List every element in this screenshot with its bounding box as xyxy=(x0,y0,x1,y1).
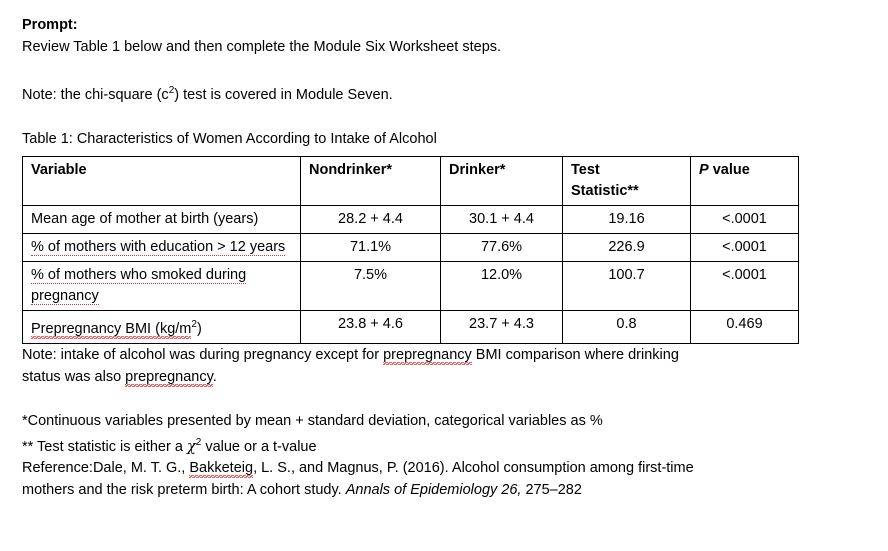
cell-test-statistic: 100.7 xyxy=(563,261,691,310)
footnote-double-star xyxy=(22,432,868,458)
header-p-rest: value xyxy=(708,161,750,178)
spacer-2 xyxy=(22,106,868,128)
cell-drinker: 12.0% xyxy=(441,261,563,310)
spacer-1 xyxy=(22,58,868,80)
table-note-part3: status was also xyxy=(22,368,126,385)
prompt-heading xyxy=(22,14,868,36)
chi-square-note xyxy=(22,80,868,106)
table-note-misspelling-1: prepregnancy xyxy=(383,346,472,363)
cell-variable: Mean age of mother at birth (years) xyxy=(23,205,301,233)
chi-square-note-post: ) test is covered in Module Seven. xyxy=(174,86,393,103)
cell-drinker: 77.6% xyxy=(441,233,563,261)
reference-part1: Dale, M. T. G., xyxy=(92,460,190,477)
reference-journal: Annals of Epidemiology 26, xyxy=(345,482,522,499)
table-row xyxy=(23,233,799,261)
header-test-statistic xyxy=(563,156,691,205)
footnote-double-star-pre: ** Test statistic is either a xyxy=(22,438,187,455)
table-caption: Table 1: Characteristics of Women According to Intake of Alcohol xyxy=(22,130,437,147)
footnote-single-star: *Continuous variables presented by mean + standard deviation, categorical variables as % xyxy=(22,412,603,429)
cell-nondrinker: 7.5% xyxy=(301,261,441,310)
cell-nondrinker: 23.8 + 4.6 xyxy=(301,310,441,343)
header-drinker: Drinker* xyxy=(441,156,563,205)
cell-p-value: <.0001 xyxy=(691,205,799,233)
table-note xyxy=(22,344,806,388)
cell-variable xyxy=(23,233,301,261)
cell-variable-post: ) xyxy=(196,320,202,337)
cell-variable xyxy=(23,261,301,310)
header-test-statistic-line1: Test xyxy=(571,161,600,178)
table-header-row xyxy=(23,156,799,205)
footnote-double-star-post: value or a t-value xyxy=(201,438,317,455)
chi-square-note-pre: Note: the chi-square (c xyxy=(22,86,169,103)
cell-nondrinker: 28.2 + 4.4 xyxy=(301,205,441,233)
table-note-part4: . xyxy=(212,368,217,385)
table-note-line2 xyxy=(22,366,806,388)
prompt-label: Prompt xyxy=(22,17,73,33)
chi-superscript: 2 xyxy=(195,436,202,448)
reference-pages: 275–282 xyxy=(521,482,582,499)
reference-label: Reference: xyxy=(22,460,93,477)
prompt-text: Review Table 1 below and then complete the Module Six Worksheet steps. xyxy=(22,39,502,55)
reference-misspelling: Bakketeig xyxy=(189,460,254,477)
cell-drinker: 30.1 + 4.4 xyxy=(441,205,563,233)
cell-variable-superscript: 2 xyxy=(191,318,197,330)
cell-variable-text: % of mothers with education > 12 years xyxy=(31,238,286,255)
header-variable: Variable xyxy=(23,156,301,205)
cell-p-value: <.0001 xyxy=(691,261,799,310)
header-nondrinker: Nondrinker* xyxy=(301,156,441,205)
spacer-3 xyxy=(22,388,868,410)
table-row xyxy=(23,310,799,343)
cell-p-value: 0.469 xyxy=(691,310,799,343)
characteristics-table xyxy=(22,156,799,344)
header-test-statistic-line2: Statistic** xyxy=(571,182,639,199)
cell-p-value: <.0001 xyxy=(691,233,799,261)
cell-test-statistic: 0.8 xyxy=(563,310,691,343)
cell-drinker: 23.7 + 4.3 xyxy=(441,310,563,343)
table-note-part1: Note: intake of alcohol was during pregnancy except for xyxy=(22,346,384,363)
chi-symbol: χ xyxy=(186,438,196,455)
table-note-misspelling-2: prepregnancy xyxy=(125,368,213,385)
table-row xyxy=(23,261,799,310)
chi-square-note-superscript: 2 xyxy=(168,85,175,96)
prompt-colon: : xyxy=(72,17,78,33)
cell-variable xyxy=(23,310,301,343)
table-note-part2: BMI comparison where drinking xyxy=(471,346,679,363)
reference-line2 xyxy=(22,479,868,501)
reference-line2-pre: mothers and the risk preterm birth: A cohort study. xyxy=(22,482,346,499)
cell-nondrinker: 71.1% xyxy=(301,233,441,261)
header-p-value xyxy=(691,156,799,205)
table-row xyxy=(23,205,799,233)
cell-test-statistic: 19.16 xyxy=(563,205,691,233)
cell-variable-pre: Prepregnancy BMI (kg/m xyxy=(31,320,192,337)
reference-part2: , L. S., and Magnus, P. (2016). Alcohol consumption among first-time xyxy=(253,460,694,477)
cell-test-statistic: 226.9 xyxy=(563,233,691,261)
table-note-line1 xyxy=(22,344,806,366)
cell-variable-text: % of mothers who smoked during pregnancy xyxy=(31,266,247,304)
header-p-italic: P xyxy=(699,161,709,178)
reference-line1 xyxy=(22,457,868,479)
